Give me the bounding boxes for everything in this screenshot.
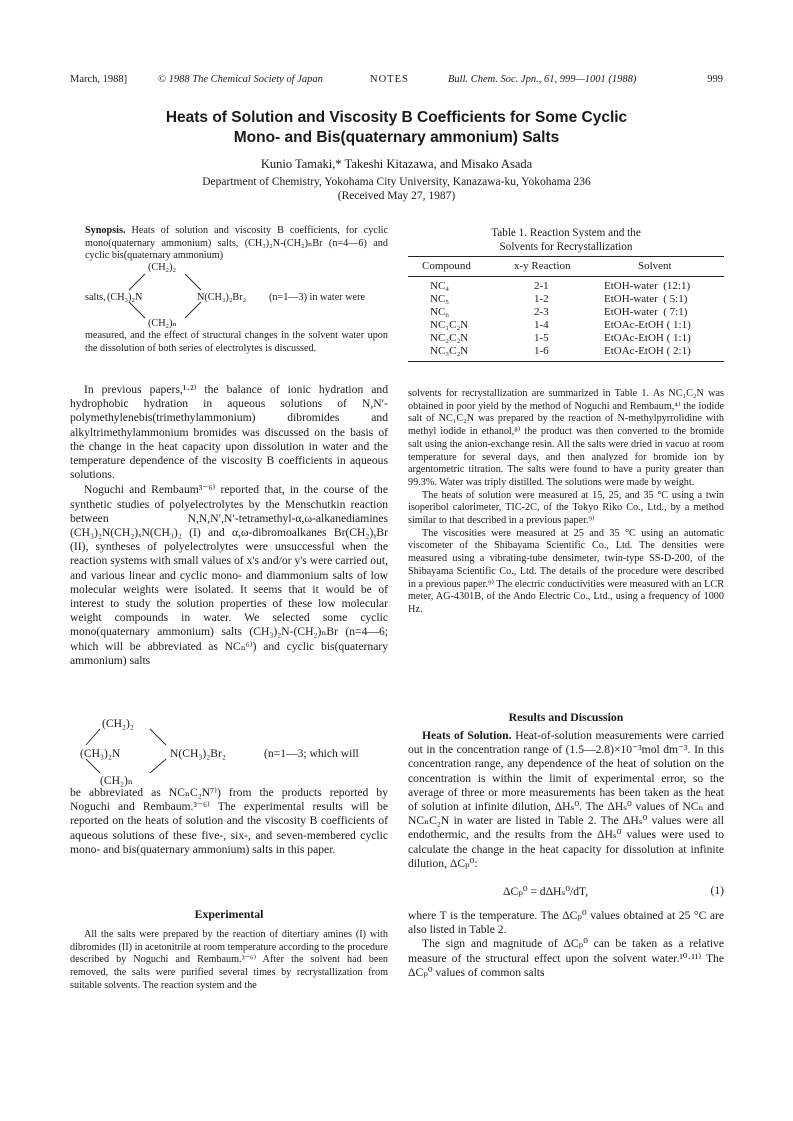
affiliation: Department of Chemistry, Yokohama City University, Kanazawa-ku, Yokohama 236 <box>202 176 591 188</box>
table-cell-reaction: 1-2 <box>534 293 549 305</box>
table-rule-mid <box>408 276 724 277</box>
formula-bottom-group: (CH₂)ₙ <box>100 774 133 787</box>
table-cell-compound: NC₅ <box>430 293 450 305</box>
header-date: March, 1988] <box>70 74 128 85</box>
authors: Kunio Tamaki,* Takeshi Kitazawa, and Misako Asada <box>260 157 533 171</box>
intro-ring-formula <box>70 715 388 787</box>
table-cell-compound: NC₃C₂N <box>430 345 469 357</box>
experimental-continued <box>408 388 724 617</box>
title-line-2: Mono- and Bis(quaternary ammonium) Salts <box>233 129 560 146</box>
running-header <box>70 74 723 90</box>
table-cell-solvent: EtOH-water (12:1) <box>604 280 691 292</box>
synopsis-label: Synopsis. <box>85 225 126 236</box>
intro-paragraph-3: be abbreviated as NCₙC₂N⁷⁾) from the products reported by Noguchi and Rembaum.³⁻⁶⁾ The experimental results will be reported on the heats of solution and the viscosity B coefficients of aqueous solutions of these five-, six-, and seven-membered cyclic mono- and bis(quaternary ammonium) salts in this paper. <box>70 786 388 856</box>
experimental-paragraph: All the salts were prepared by the reaction of ditertiary amines (I) with dibromides (II) in acetonitrile at room temperature according to the procedure described by Noguchi and Rembaum.³⁻⁶⁾ After the solvent had been removed, the salts were purified several times by recrystallization from suitable solvents. The reaction system and the <box>70 929 388 991</box>
introduction <box>70 383 388 669</box>
table-cell-compound: NC₄ <box>430 280 450 292</box>
table-header-solvent: Solvent <box>638 260 672 272</box>
right-paragraph-1: solvents for recrystallization are summarized in Table 1. As NC₁C₂N was obtained in poor yield by the method of Noguchi and Rembaum,⁴⁾ the iodide salt of NC₁C₂N was prepared by the reaction of N-methylpyrrolidine with methyl iodide in ethanol,⁸⁾ the product was then converted to the bromide salt using the anion-exchange resin. All the salts were dried in vacuo at room temperature for several days, and then analyzed for bromide ion by argentometric titration. The salts were found to have a purity greater than 99.3%. Water was triply distilled. The solutions were made by weight. <box>408 388 724 488</box>
formula-bottom-group: (CH₂)ₙ <box>148 318 177 329</box>
formula-condition: (n=1—3) in water were <box>269 292 365 303</box>
equation-1 <box>408 884 724 900</box>
equation-number: (1) <box>710 884 724 897</box>
results-paragraph-3: The sign and magnitude of ΔCₚ⁰ can be taken as a relative measure of the structural effect upon the solvent water.¹⁰·¹¹⁾ The ΔCₚ⁰ values of common salts <box>408 937 724 979</box>
intro-paragraph-1: In previous papers,¹·²⁾ the balance of ionic hydration and hydrophobic hydration in aqueous solutions of N,N′-polymethylenebis(trimethylammonium) dibromides and alkyltrimethylammonium bromides was discussed on the basis of the change in the heat capacity upon dissolution in water and the temperature dependence of the viscosity B coefficients in aqueous solutions. <box>70 383 388 482</box>
formula-top-group: (CH₂)₂ <box>102 717 134 730</box>
formula-condition: (n=1—3; which will <box>264 747 359 760</box>
synopsis-text: Heats of solution and viscosity B coefficients, for cyclic mono(quaternary ammonium) salts, (CH₃)₂N-(CH₂)ₙBr (n=4—6) and cyclic bis(quaternary ammonium) <box>85 225 389 262</box>
header-copyright: © 1988 The Chemical Society of Japan <box>158 74 323 85</box>
run-in-head: Heats of Solution. <box>422 729 512 742</box>
header-journal: Bull. Chem. Soc. Jpn., 61, 999—1001 (1988) <box>448 74 637 85</box>
table-cell-solvent: EtOH-water ( 5:1) <box>604 293 688 305</box>
formula-right-group: N(CH₃)₂Br₂ <box>197 292 247 303</box>
table-cell-reaction: 1-4 <box>534 319 549 331</box>
formula-lead: salts, <box>85 292 106 303</box>
formula-top-group: (CH₂)₂ <box>148 262 177 273</box>
right-paragraph-3: The viscosities were measured at 25 and 35 °C using an automatic viscometer of the Shibayama Scientific Co., Ltd. The densities were measured using a vibrating-tube densimeter, twin-type SS-D-200, of the Shibayama Scientific Co., Ltd. The details of the procedure were described in a previous paper.⁹⁾ The electric conductivities were measured with an LCR meter, AG-4301B, of the Ando Electric Co., Ltd., using a frequency of 1000 Hz. <box>408 527 724 615</box>
table-header-compound: Compound <box>422 260 471 272</box>
table-caption <box>408 227 724 254</box>
results-paragraph-2: where T is the temperature. The ΔCₚ⁰ values obtained at 25 °C are also listed in Table 2. <box>408 909 724 937</box>
table-cell-reaction: 2-1 <box>534 280 549 292</box>
right-paragraph-2: The heats of solution were measured at 15, 25, and 35 °C using a twin isoperibol calorimeter, TIC-2C, of the Tokyo Riko Co., Ltd., by a method similar to that described in a previous paper.⁹⁾ <box>408 489 724 527</box>
article-title <box>80 108 713 148</box>
formula-right-group: N(CH₃)₂Br₂ <box>170 747 226 760</box>
table-cell-compound: NC₂C₂N <box>430 332 469 344</box>
title-line-1: Heats of Solution and Viscosity B Coefficients for Some Cyclic <box>165 109 628 126</box>
table-caption-line-2: Solvents for Recrystallization <box>499 240 633 253</box>
table-rule-top <box>408 256 724 257</box>
results-paragraph-1 <box>408 729 724 871</box>
synopsis-conclusion: measured, and the effect of structural changes in the solvent water upon the dissolution of both series of electrolytes is discussed. <box>85 330 388 354</box>
table-header-reaction: x-y Reaction <box>514 260 571 272</box>
experimental-heading: Experimental <box>194 907 264 921</box>
table-cell-solvent: EtOH-water ( 7:1) <box>604 306 688 318</box>
header-section: NOTES <box>370 74 409 85</box>
results-after-equation <box>408 909 724 980</box>
results-heading: Results and Discussion <box>508 710 624 724</box>
table-rule-bottom <box>408 361 724 362</box>
header-page-number: 999 <box>707 74 723 85</box>
formula-left-group: (CH₃)₂N <box>107 292 143 303</box>
table-cell-reaction: 2-3 <box>534 306 549 318</box>
table-cell-solvent: EtOAc-EtOH ( 1:1) <box>604 332 691 344</box>
table-cell-solvent: EtOAc-EtOH ( 2:1) <box>604 345 691 357</box>
intro-paragraph-2: Noguchi and Rembaum³⁻⁶⁾ reported that, in the course of the synthetic studies of polyelectrolytes by the Menschutkin reaction between N,N,N′,N′-tetramethyl-α,ω-alkanediamines (CH₃)₂N(CH₂)ₓN(CH₃)₂ (I) and α,ω-dibromoalkanes Br(CH₂)ᵧBr (II), syntheses of polyelectrolytes were unsuccessful when the reaction systems with small values of x's and/or y's were carried out, and various linear and cyclic mono- and diammonium salts of low molecular weights were isolated. It seems that it would be of interest to study the solution properties of these low molecular weight compounds in water. We selected some cyclic mono(quaternary ammonium) salts (CH₃)₂N-(CH₂)ₙBr (n=4—6; which will be abbreviated as NCₙ⁶⁾) and cyclic bis(quaternary ammonium) salts <box>70 483 388 667</box>
synopsis-ring-formula <box>85 260 388 332</box>
formula-left-group: (CH₃)₂N <box>80 747 121 760</box>
results-text: Heat-of-solution measurements were carried out in the concentration range of (1.5—2.8)×10⁻³mol dm⁻³. In this concentration range, any dependence of the heat of solution on the concentration is within the limit of experimental error, so the average of three or more measurements has been taken as the heat of solution at infinite dilution, ΔHₛ⁰. The ΔHₛ⁰ values of NCₙ and NCₙC₂N in water are listed in Table 2. The ΔHₛ⁰ values were all endothermic, and the results from the ΔHₛ⁰ values were used to calculate the change in the heat capacity for dissolution at infinite dilution, ΔCₚ⁰: <box>408 729 724 870</box>
table-cell-reaction: 1-5 <box>534 332 549 344</box>
table-cell-compound: NC₁C₂N <box>430 319 469 331</box>
equation-body: ΔCₚ⁰ = dΔHₛ⁰/dT, <box>503 885 589 898</box>
synopsis <box>85 225 388 263</box>
table-cell-solvent: EtOAc-EtOH ( 1:1) <box>604 319 691 331</box>
table-cell-reaction: 1-6 <box>534 345 549 357</box>
table-caption-line-1: Table 1. Reaction System and the <box>491 227 641 239</box>
received-date: (Received May 27, 1987) <box>337 190 456 202</box>
table-cell-compound: NC₆ <box>430 306 450 318</box>
